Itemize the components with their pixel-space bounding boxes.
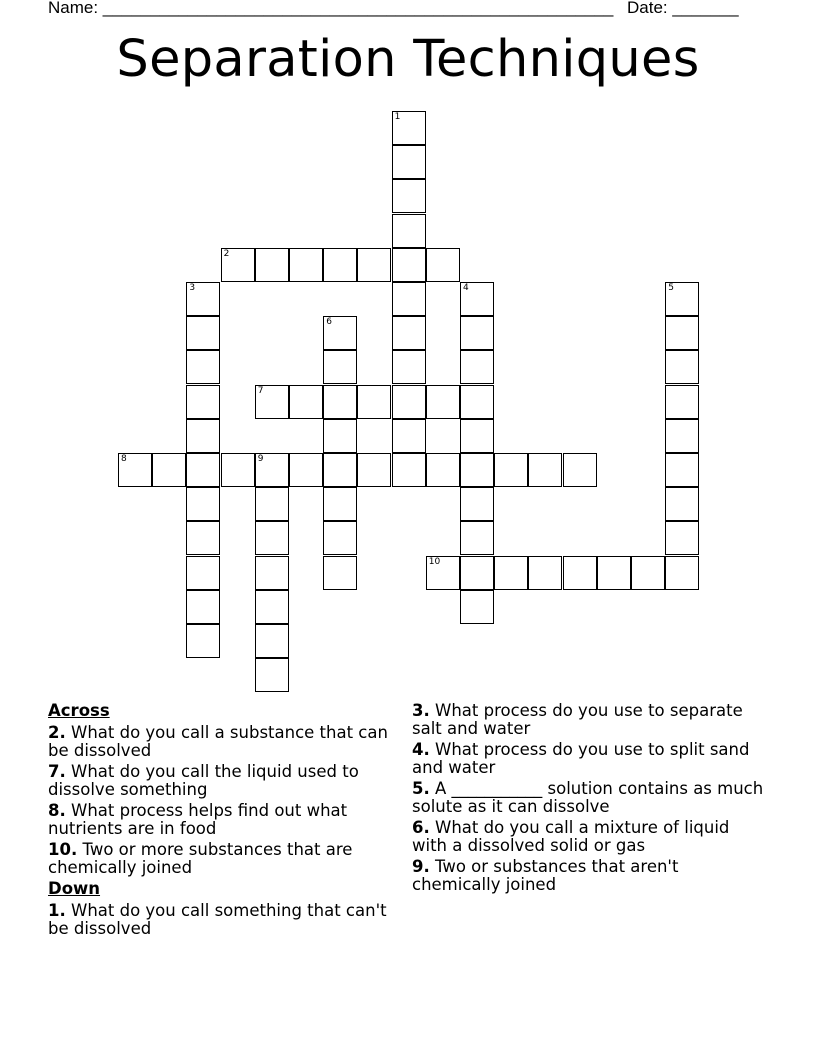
grid-cell[interactable] (289, 453, 323, 487)
grid-cell[interactable] (392, 419, 426, 453)
grid-cell[interactable] (186, 624, 220, 658)
grid-cell[interactable] (392, 214, 426, 248)
grid-cell[interactable] (323, 248, 357, 282)
clue-number: 4 (463, 283, 469, 293)
grid-cell[interactable] (631, 556, 665, 590)
grid-cell[interactable] (494, 556, 528, 590)
clue-number: 3 (189, 283, 196, 293)
down-clue-3: 3. What process do you use to separate salt and water (412, 701, 743, 738)
grid-cell[interactable] (289, 385, 323, 419)
clue-number: 7 (257, 385, 264, 396)
clue-number: 1 (394, 112, 401, 122)
across-heading: Across (48, 701, 110, 720)
grid-cell[interactable] (186, 453, 220, 487)
grid-cell[interactable] (221, 453, 255, 487)
grid-cell[interactable] (460, 350, 494, 384)
grid-cell[interactable] (392, 350, 426, 384)
grid-cell[interactable] (323, 350, 357, 384)
grid-cell[interactable] (528, 453, 562, 487)
grid-cell[interactable] (255, 556, 289, 590)
grid-cell[interactable] (118, 453, 152, 487)
grid-cell[interactable] (460, 487, 494, 521)
grid-cell[interactable] (528, 556, 562, 590)
grid-cell[interactable] (255, 385, 289, 419)
grid-cell[interactable] (665, 419, 699, 453)
grid-cell[interactable] (255, 658, 289, 692)
grid-cell[interactable] (460, 590, 494, 624)
down-clue-1: 1. What do you call something that can't be dissolved (48, 901, 387, 938)
grid-cell[interactable] (563, 556, 597, 590)
grid-cell[interactable] (186, 521, 220, 555)
grid-cell[interactable] (255, 590, 289, 624)
grid-cell[interactable] (392, 316, 426, 350)
grid-cell[interactable] (665, 453, 699, 487)
grid-cell[interactable] (460, 556, 494, 590)
grid-cell[interactable] (255, 453, 289, 487)
grid-cell[interactable] (323, 419, 357, 453)
grid-cell[interactable] (186, 419, 220, 453)
grid-cell[interactable] (323, 453, 357, 487)
grid-cell[interactable] (255, 487, 289, 521)
down-heading: Down (48, 879, 101, 898)
clue-number: 10 (428, 556, 441, 567)
grid-cell[interactable] (494, 453, 528, 487)
clues-left-column (48, 702, 400, 941)
grid-cell[interactable] (460, 521, 494, 555)
down-clue-6: 6. What do you call a mixture of liquid with a dissolved solid or gas (412, 818, 730, 855)
grid-cell[interactable] (460, 385, 494, 419)
grid-cell[interactable] (289, 248, 323, 282)
grid-cell[interactable] (665, 487, 699, 521)
grid-cell[interactable] (186, 350, 220, 384)
grid-cell[interactable] (152, 453, 186, 487)
clue-number: 6 (326, 317, 332, 328)
grid-cell[interactable] (392, 385, 426, 419)
across-clue-8: 8. What process helps find out what nutrients are in food (48, 801, 348, 838)
grid-cell[interactable] (665, 385, 699, 419)
grid-cell[interactable] (186, 487, 220, 521)
grid-cell[interactable] (460, 282, 494, 316)
grid-cell[interactable] (665, 350, 699, 384)
grid-cell[interactable] (426, 556, 460, 590)
across-clue-7: 7. What do you call the liquid used to dissolve something (48, 762, 359, 799)
grid-cell[interactable] (323, 316, 357, 350)
grid-cell[interactable] (392, 145, 426, 179)
grid-cell[interactable] (665, 556, 699, 590)
grid-cell[interactable] (426, 248, 460, 282)
grid-cell[interactable] (426, 385, 460, 419)
grid-cell[interactable] (323, 521, 357, 555)
grid-cell[interactable] (426, 453, 460, 487)
grid-cell[interactable] (392, 248, 426, 282)
grid-cell[interactable] (665, 316, 699, 350)
date-field[interactable]: Date: _______ (627, 0, 739, 17)
grid-cell[interactable] (323, 556, 357, 590)
grid-cell[interactable] (186, 556, 220, 590)
grid-cell[interactable] (323, 487, 357, 521)
clue-number: 2 (223, 248, 230, 259)
across-clue-10: 10. Two or more substances that are chemically joined (48, 840, 353, 877)
grid-cell[interactable] (186, 282, 220, 316)
name-field[interactable]: Name: ______________________________________________________ (48, 0, 614, 17)
grid-cell[interactable] (186, 590, 220, 624)
grid-cell[interactable] (323, 385, 357, 419)
grid-cell[interactable] (357, 385, 391, 419)
clue-number: 5 (668, 283, 674, 293)
down-clue-9: 9. Two or substances that aren't chemically joined (412, 857, 679, 894)
grid-cell[interactable] (460, 419, 494, 453)
grid-cell[interactable] (221, 248, 255, 282)
grid-cell[interactable] (392, 111, 426, 145)
clue-number: 9 (257, 454, 264, 464)
grid-cell[interactable] (460, 453, 494, 487)
grid-cell[interactable] (255, 248, 289, 282)
page-title: Separation Techniques (116, 30, 700, 89)
grid-cell[interactable] (392, 179, 426, 213)
clue-number: 8 (121, 454, 127, 464)
grid-cell[interactable] (186, 385, 220, 419)
grid-cell[interactable] (665, 521, 699, 555)
grid-cell[interactable] (357, 248, 391, 282)
across-clue-2: 2. What do you call a substance that can be dissolved (48, 723, 388, 760)
grid-cell[interactable] (186, 316, 220, 350)
clues-right-column (412, 702, 764, 897)
down-clue-4: 4. What process do you use to split sand and water (412, 740, 750, 777)
grid-cell[interactable] (392, 282, 426, 316)
grid-cell[interactable] (255, 521, 289, 555)
grid-cell[interactable] (392, 453, 426, 487)
grid-cell[interactable] (460, 316, 494, 350)
grid-cell[interactable] (665, 282, 699, 316)
grid-cell[interactable] (597, 556, 631, 590)
grid-cell[interactable] (563, 453, 597, 487)
down-clue-5: 5. A ___________ solution contains as much solute as it can dissolve (412, 779, 764, 816)
grid-cell[interactable] (255, 624, 289, 658)
grid-cell[interactable] (357, 453, 391, 487)
